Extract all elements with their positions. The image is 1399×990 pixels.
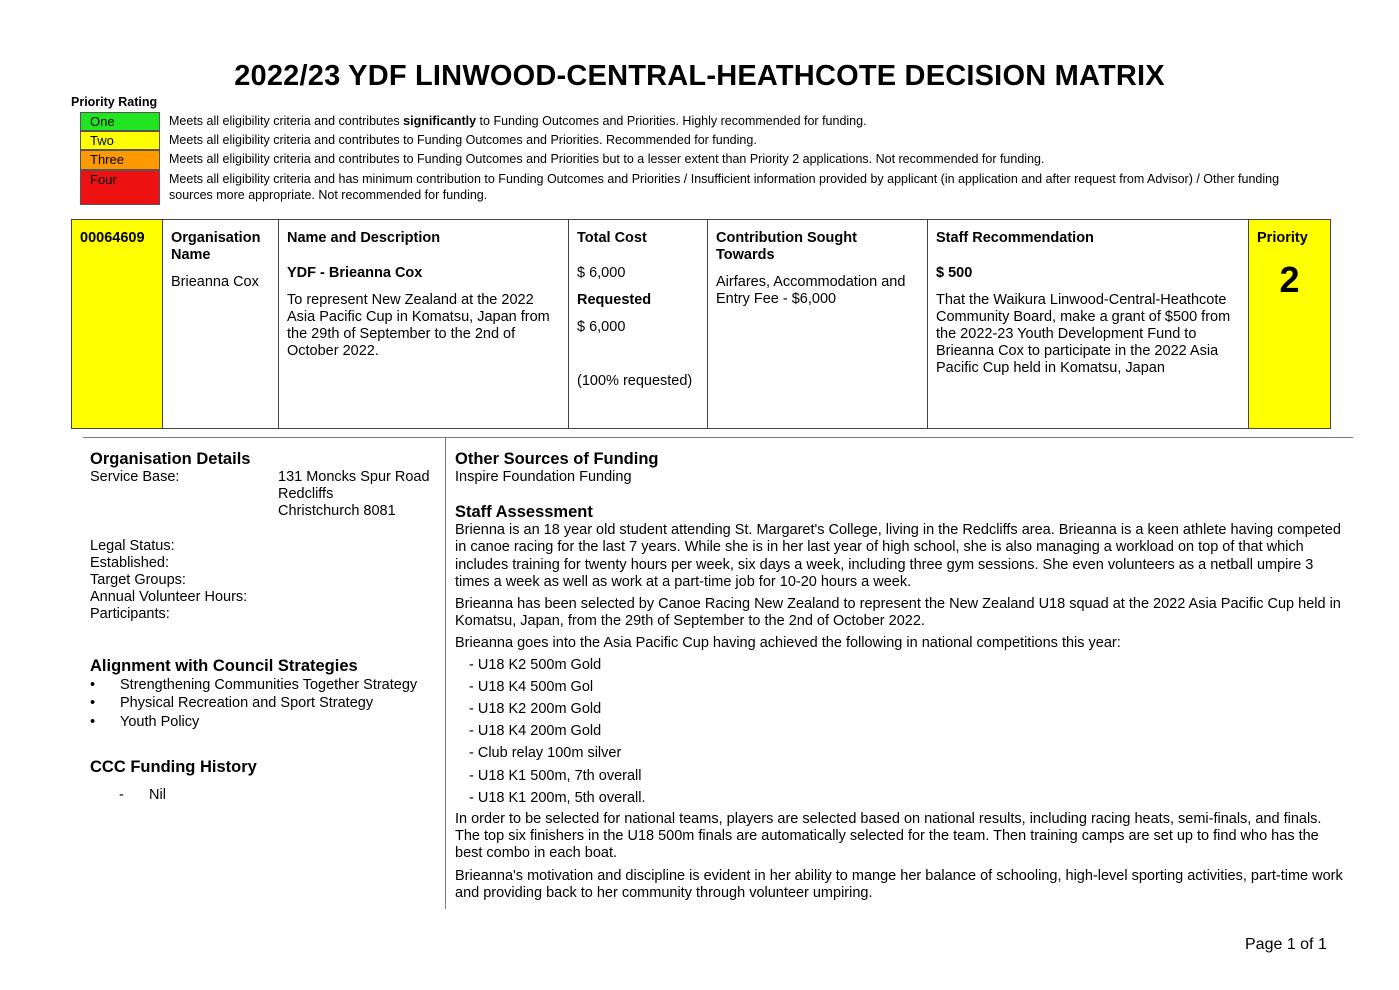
- priority-desc-two: Meets all eligibility criteria and contributes to Funding Outcomes and Priorities. Recommended for funding.: [169, 133, 757, 147]
- alignment-heading: Alignment with Council Strategies: [90, 656, 358, 675]
- contribution-cell: [708, 220, 928, 429]
- service-base-line-3: Christchurch 8081: [278, 503, 396, 520]
- priority-desc-one: Meets all eligibility criteria and contributes significantly to Funding Outcomes and Priorities. Highly recommended for funding.: [169, 114, 867, 128]
- priority-desc-four: Meets all eligibility criteria and has minimum contribution to Funding Outcomes and Priorities / Insufficient information provided by applicant (in application and after request from Advisor) / Other funding sources more appropriate. Not recommended for funding.: [169, 172, 1280, 202]
- priority-cell: [1249, 220, 1331, 429]
- priority-swatch-three: Three: [80, 150, 160, 170]
- achievement-item: - U18 K4 500m Gol: [469, 678, 594, 695]
- achievement-item: - U18 K1 200m, 5th overall.: [469, 789, 646, 806]
- staff-assessment-heading: Staff Assessment: [455, 503, 593, 522]
- requested-value: $ 6,000: [577, 319, 626, 335]
- staff-recommendation-header: Staff Recommendation: [936, 230, 1094, 246]
- participants-label: Participants:: [90, 606, 170, 623]
- priority-swatch-four: Four: [80, 170, 160, 205]
- alignment-item: • Strengthening Communities Together Strategy: [90, 676, 440, 695]
- staff-recommendation-cell: [928, 220, 1249, 429]
- organisation-cell: [163, 220, 279, 429]
- project-description: To represent New Zealand at the 2022 Asia Pacific Cup in Komatsu, Japan from the 29th of September to the 2nd of October 2022.: [287, 292, 550, 359]
- page-title: 2022/23 YDF LINWOOD-CENTRAL-HEATHCOTE DECISION MATRIX: [234, 60, 1165, 92]
- assessment-paragraph-3: Brieanna goes into the Asia Pacific Cup having achieved the following in national competitions this year:: [455, 635, 1121, 652]
- contribution-header: Contribution Sought Towards: [716, 230, 857, 263]
- priority-rating-label: Priority Rating: [71, 95, 158, 109]
- established-label: Established:: [90, 554, 169, 571]
- priority-value: 2: [1279, 259, 1300, 300]
- service-base-line-2: Redcliffs: [278, 486, 334, 503]
- application-id: 00064609: [80, 230, 145, 246]
- left-column: [90, 450, 440, 805]
- decision-matrix-table: [71, 219, 1331, 429]
- total-cost-cell: [569, 220, 708, 429]
- achievement-item: - U18 K4 200m Gold: [469, 723, 602, 740]
- other-funding-value: Inspire Foundation Funding: [455, 469, 632, 485]
- organisation-details-heading: Organisation Details: [90, 450, 251, 468]
- organisation-name: Brieanna Cox: [171, 274, 259, 290]
- total-cost-value: $ 6,000: [577, 265, 626, 281]
- funding-history-row: [90, 787, 440, 805]
- priority-header: Priority: [1257, 230, 1308, 246]
- column-divider: [445, 437, 446, 909]
- priority-swatch-one: One: [80, 112, 160, 131]
- page-number: Page 1 of 1: [1245, 936, 1327, 953]
- assessment-paragraph-4: In order to be selected for national teams, players are selected based on national results, including racing heats, semi-finals, and finals. The top six finishers in the U18 500m finals are automatically selected for the team. Then training camps are set up to find who has the best combo in each boat.: [455, 811, 1322, 862]
- service-base-label: Service Base:: [90, 469, 180, 485]
- name-description-cell: [279, 220, 569, 429]
- priority-row-four: [80, 170, 1320, 205]
- requested-percentage: (100% requested): [577, 373, 693, 389]
- target-groups-label: Target Groups:: [90, 571, 186, 588]
- funding-history-value: Nil: [149, 787, 166, 804]
- contribution-value: Airfares, Accommodation and Entry Fee - $6,000: [716, 274, 906, 307]
- alignment-item: • Physical Recreation and Sport Strategy: [90, 694, 440, 713]
- section-divider: [83, 437, 1353, 438]
- priority-swatch-two: Two: [80, 131, 160, 150]
- name-description-header: Name and Description: [287, 230, 441, 246]
- service-base-row-3: [90, 503, 440, 520]
- funding-history-dash: -: [119, 787, 124, 804]
- priority-row-three: [80, 150, 1320, 170]
- achievement-item: - U18 K2 200m Gold: [469, 701, 602, 718]
- achievement-item: - U18 K1 500m, 7th overall: [469, 767, 642, 784]
- legal-status-label: Legal Status:: [90, 537, 175, 554]
- priority-row-two: [80, 131, 1320, 150]
- service-base-row: [90, 469, 440, 486]
- volunteer-hours-label: Annual Volunteer Hours:: [90, 589, 248, 606]
- service-base-line-1: 131 Moncks Spur Road: [278, 469, 430, 485]
- recommendation-text: That the Waikura Linwood-Central-Heathcote Community Board, make a grant of $500 from the 2022-23 Youth Development Fund to Brieanna Cox to participate in the 2022 Asia Pacific Cup held in Komatsu, Japan: [936, 292, 1231, 376]
- assessment-paragraph-5: Brieanna's motivation and discipline is evident in her ability to mange her balance of schooling, high-level sporting activities, part-time work and providing back to her community through volunteer umpiring.: [455, 867, 1343, 901]
- assessment-paragraph-2: Brieanna has been selected by Canoe Racing New Zealand to represent the New Zealand U18 squad at the 2022 Asia Pacific Cup held in Komatsu, Japan, from the 29th of September to the 2nd of October 2022.: [455, 596, 1341, 630]
- funding-history-heading: CCC Funding History: [90, 758, 257, 777]
- priority-row-one: [80, 112, 1320, 131]
- requested-label: Requested: [577, 292, 652, 308]
- alignment-item: • Youth Policy: [90, 713, 440, 732]
- other-funding-heading: Other Sources of Funding: [455, 450, 659, 468]
- application-id-cell: [72, 220, 163, 429]
- achievement-item: - U18 K2 500m Gold: [469, 656, 602, 673]
- priority-desc-three: Meets all eligibility criteria and contributes to Funding Outcomes and Priorities but to a lesser extent than Priority 2 applications. Not recommended for funding.: [169, 152, 1045, 166]
- total-cost-header: Total Cost: [577, 230, 647, 246]
- project-name: YDF - Brieanna Cox: [287, 265, 423, 281]
- assessment-paragraph-1: Brienna is an 18 year old student attending St. Margaret's College, living in the Redcliffs area. Brieanna is a keen athlete having competed in canoe racing for the last 7 years. While she is in her last year of high school, she is also managing a workload on top of that which includes training for twenty hours per week, six days a week, including three gym sessions. She even volunteers as a netball umpire 3 times a week as well as work at a part-time job for 10-20 hours a week.: [455, 522, 1341, 590]
- service-base-row-2: [90, 486, 440, 503]
- right-column: [455, 450, 1345, 902]
- recommended-amount: $ 500: [936, 265, 973, 281]
- achievement-item: - Club relay 100m silver: [469, 745, 622, 762]
- organisation-header: Organisation Name: [171, 230, 261, 263]
